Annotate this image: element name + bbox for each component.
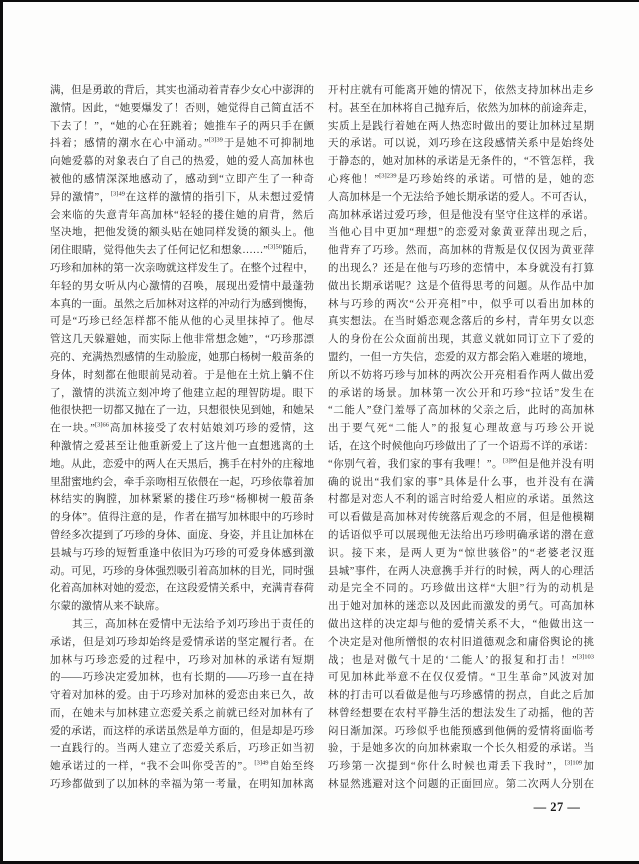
text-line: 动是完全不同的。巧珍做出这样“大胆”行为的动机是	[328, 583, 594, 595]
text-line: 亮的、充满热烈感情的生动脸庞，她那白杨树一般苗条的	[50, 351, 314, 363]
text-line: 她承诺过的一样，“我不会叫你受苦的”。$^{[3]49}$自始至终	[50, 759, 314, 773]
text-line: 他背弃了巧珍。然而，高加林的背叛是仅仅因为黄亚萍	[328, 245, 594, 257]
text-line: 所以不妨将巧珍与加林的两次公开亮相看作两人做出爱	[328, 369, 594, 381]
text-line: 激情。因此，“她要爆发了！否则，她觉得自己简直活不	[50, 102, 314, 114]
citation-marker: [3]39	[208, 136, 223, 144]
text-line: 识。接下来，是两人更为“惊世骇俗”的“老婆老汉逛	[328, 547, 594, 559]
text-line: 动。可见，巧珍的身体强烈吸引着高加林的目光，同时强	[50, 565, 314, 577]
citation-marker: [3]103	[576, 653, 594, 660]
text-line: 而，在她未与加林建立恋爱关系之前就已经对加林有了	[50, 707, 314, 719]
text-line: 坚决地，把他发烫的额头贴在她同样发烫的额头上。他	[50, 227, 314, 239]
text-line: 村。甚至在加林将自己抛弃后，依然为加林的前途奔走，	[328, 102, 594, 114]
text-line: 确的说出“我们家的事”具体是什么事，也并没有在满	[328, 476, 594, 488]
text-line: 满，但是勇敢的背后，其实也涌动着青春少女心中澎湃的	[50, 85, 314, 96]
text-line: 村都是对恋人不利的谣言时给爱人相应的承诺。虽然这	[328, 494, 594, 506]
text-line: 承诺，但是刘巧珍却始终是爱情承诺的坚定履行者。在	[50, 636, 314, 648]
text-line: 验，于是她多次的向加林索取一个长久相爱的承诺。当	[328, 743, 594, 755]
text-line: 盟约，一但一方失信，恋爱的双方都会陷入难堪的境地，	[328, 351, 594, 363]
text-line: 出于要气死“二能人”的报复心理故意与巧珍公开说	[328, 423, 594, 435]
text-line: 人的身份在公众面前出现，其意义就如同订立下了爱的	[328, 334, 594, 346]
text-line: 的——巧珍决定爱加林，也有长期的——巧珍一直在持	[50, 672, 314, 684]
text-line: 巧珍都做到了以加林的幸福为第一考量，在明知加林离	[50, 779, 314, 791]
text-line: 高加林承诺过爱巧珍，但是他没有坚守住这样的承诺。	[328, 209, 594, 221]
text-line: “二能人”登门羞辱了高加林的父亲之后，此时的高加林	[328, 405, 594, 417]
text-line: 加林与巧珍恋爱的过程中，巧珍对加林的承诺有短期	[50, 654, 314, 666]
text-line: 开村庄就有可能离开她的情况下，依然支持加林出走乡	[328, 85, 594, 96]
text-line: 的出现么？还是在他与巧珍的恋情中，本身就没有打算	[328, 262, 594, 274]
text-line: 可见加林此举意不在仅仅爱情。“卫生革命”风波对加	[328, 672, 594, 684]
citation-marker: [3]49	[254, 759, 269, 767]
text-line: 林与巧珍的两次“公开亮相”中，似乎可以看出加林的	[328, 298, 594, 310]
text-line: 林结实的胸膛，加林紧紧的搂住巧珍“杨柳树一般苗条	[50, 494, 314, 506]
text-line: 巧珍第一次提到“你什么时候也甭丢下我时”，$^{[3]109}$加	[328, 759, 594, 773]
text-line: 闷日渐加深。巧珍似乎也能预感到他俩的爱情将面临考	[328, 725, 594, 737]
text-line: 个决定是对他所憎恨的农村旧道德观念和庸俗舆论的挑	[328, 636, 594, 648]
page-number: — 27 —	[533, 800, 581, 814]
text-line: 本真的一面。虽然之后加林对这样的冲动行为感到懊悔，	[50, 298, 314, 310]
text-line: 林曾经想要在农村平静生活的想法发生了动摇，他的苦	[328, 707, 594, 719]
text-line: 当他心目中更加“理想”的恋爱对象黄亚萍出现之后，	[328, 227, 594, 239]
citation-marker: [3]50	[267, 243, 282, 251]
text-line: 一直践行的。当两人建立了恋爱关系后，巧珍正如当初	[50, 743, 314, 755]
text-line: 的话语似乎可以展现他无法给出巧珍明确承诺的潜在意	[328, 529, 594, 541]
text-column-left	[50, 82, 314, 794]
text-line: 异的激情”，$^{[3]49}$在这样的激情的指引下，从未想过爱情	[50, 190, 314, 203]
text-line: 可是“巧珍已经怎样都不能从他的心灵里抹掉了。他尽	[50, 316, 314, 328]
citation-marker: [3]99	[503, 457, 518, 465]
text-line: “你别气着，我们家的事有我哩！”。$^{[3]99}$但是他并没有明	[328, 457, 594, 470]
text-line: 会来临的失意青年高加林“轻轻的搂住她的肩背，然后	[50, 209, 314, 221]
text-line: 尔蒙的激情从来不缺席。	[50, 601, 166, 613]
text-column-right	[328, 82, 594, 794]
text-line: 县城与巧珍的短暂重逢中依旧为巧珍的可爱身体感到激	[50, 547, 314, 559]
text-line: 曾经多次提到了巧珍的身体、面庞、身姿，并且让加林在	[50, 529, 314, 541]
text-line: 身体，时刻都在他眼前晃动着。于是他在土炕上躺不住	[50, 369, 314, 381]
text-line: 被他的感情深深地感动了，感动到“立即产生了一种奇	[50, 173, 314, 185]
text-line: 下去了！”，“她的心在狂跳着；她推车子的两只手在颤	[50, 120, 314, 132]
text-line: 闭住眼睛，觉得他失去了任何记忆和想象……”$^{[3]50}$随后，	[50, 243, 314, 257]
citation-marker: [3]49	[110, 190, 125, 198]
text-line: 爱的承诺，而这样的承诺虽然是单方面的，但是却是巧珍	[50, 725, 314, 737]
text-line: 其三，高加林在爱情中无法给予刘巧珍出于责任的	[50, 618, 314, 630]
text-line: 年轻的男女听从内心激情的召唤，展现出爱情中最蓬勃	[50, 280, 314, 292]
text-line: 战；也是对傲气十足的‘二能人’的报复和打击！”$^{[3]103}$	[328, 653, 594, 666]
text-line: 天的承诺。可以说，刘巧珍在这段感情关系中是始终处	[328, 138, 594, 150]
text-line: 了，激情的洪流立刻冲垮了他建立起的理智防堤。眼下	[50, 387, 314, 399]
text-line: 做出长期承诺呢？这是个值得思考的问题。从作品中加	[328, 280, 594, 292]
citation-marker: [3]109	[564, 759, 583, 767]
text-line: 抖着；感情的潮水在心中涌动。”$^{[3]39}$于是她不可抑制地	[50, 136, 314, 150]
text-line: 出于她对加林的迷恋以及因此而激发的勇气。可高加林	[328, 601, 594, 613]
text-line: 林显然逃避对这个问题的正面回应。第二次两人分别在	[328, 779, 594, 791]
text-line: 县城”事件，在两人决意携手并行的时候，两人的心理活	[328, 565, 594, 577]
text-line: 在一块。”$^{[3]66}$高加林接受了农村姑娘刘巧珍的爱情，这	[50, 421, 314, 435]
text-line: 于静态的，她对加林的承诺是无条件的，“不管怎样，我	[328, 156, 594, 168]
text-line: 地。从此，恋爱中的两人在天黑后，携手在村外的庄稼地	[50, 458, 314, 470]
text-line: 真实想法。在当时婚恋观念落后的乡村，青年男女以恋	[328, 316, 594, 328]
text-line: 向她爱慕的对象表白了自己的热爱，她的爱人高加林也	[50, 156, 314, 168]
text-line: 话，在这个时候他向巧珍做出了了一个语焉不详的承诺：	[328, 440, 594, 452]
text-line: 化着高加林对她的爱恋，在这段爱情关系中，充满青春荷	[50, 583, 314, 595]
text-line: 守着对加林的爱。由于巧珍对加林的爱恋由来已久，故	[50, 690, 314, 702]
text-line: 的身体”。值得注意的是，作者在描写加林眼中的巧珍时	[50, 512, 314, 524]
text-line: 心疼他！”$^{[3]239}$是巧珍始终的承诺。可惜的是，她的恋	[328, 172, 594, 185]
text-line: 实质上是践行着她在两人热恋时做出的要让加林过星期	[328, 120, 594, 132]
text-line: 林的打击可以看做是他与巧珍感情的拐点，自此之后加	[328, 690, 594, 702]
text-line: 的承诺的场景。加林第一次公开和巧珍“拉话”发生在	[328, 387, 594, 399]
text-line: 做出这样的决定却与他的爱情关系不大，“他做出这一	[328, 618, 594, 630]
citation-marker: [3]66	[94, 421, 110, 429]
citation-marker: [3]239	[379, 172, 397, 180]
text-line: 人高加林是一个无法给予她长期承诺的爱人。不可否认，	[328, 191, 594, 203]
text-line: 种激情之爱甚至让他重新爱上了这片他一直想逃离的土	[50, 440, 314, 452]
text-line: 管这几天躲避她，而实际上他非常想念她”，“巧珍那漂	[50, 334, 314, 346]
text-line: 里甜蜜地约会，牵手亲吻相互依偎在一起，巧珍依靠着加	[50, 476, 314, 488]
text-line: 可以看做是高加林对传统落后观念的不屑，但是他模糊	[328, 512, 594, 524]
text-line: 巧珍和加林的第一次亲吻就这样发生了。在整个过程中，	[50, 262, 314, 274]
text-line: 他很快把一切都又抛在了一边，只想很快见到她，和她呆	[50, 405, 314, 417]
